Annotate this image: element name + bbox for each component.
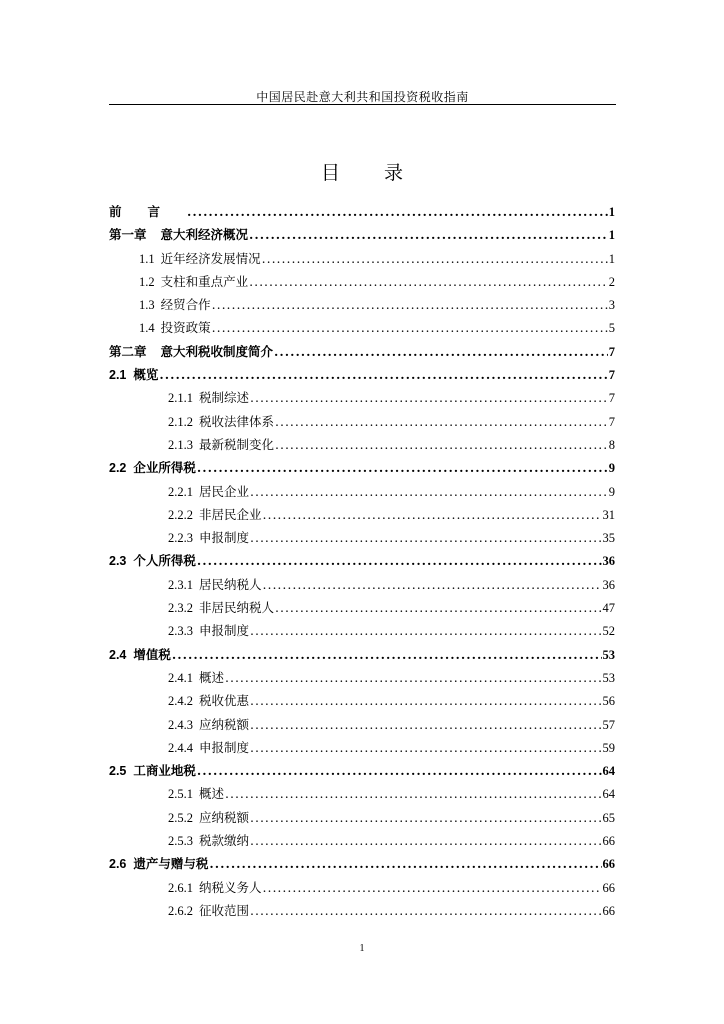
- toc-entry-number: 2.3.2: [168, 601, 193, 616]
- toc-entry-2-3-1[interactable]: [109, 573, 615, 596]
- toc-entry-number: 2.4.1: [168, 670, 193, 685]
- toc-entry-number: 2.2: [109, 461, 127, 476]
- toc-entry-2-3-3[interactable]: [109, 619, 615, 642]
- toc-entry-page: 52: [602, 624, 615, 639]
- toc-entry-2-1-2[interactable]: [109, 410, 615, 433]
- toc-entry-number: 2.3.1: [168, 577, 193, 592]
- toc-entry-page: 36: [602, 577, 615, 592]
- toc-entry-text: 工商业地税: [133, 763, 196, 779]
- running-header: 中国居民赴意大利共和国投资税收指南: [256, 90, 469, 104]
- toc-entry-2-3[interactable]: [109, 549, 615, 572]
- toc-entry-text: 申报制度: [199, 739, 250, 755]
- toc-entry-number: 2.3: [109, 554, 127, 569]
- toc-entry-text: 投资政策: [160, 320, 211, 336]
- toc-entry-1-4[interactable]: [109, 316, 615, 339]
- toc-entry-2-2-1[interactable]: [109, 480, 615, 503]
- toc-entry-1-2[interactable]: [109, 270, 615, 293]
- toc-entry-number: 2.1.2: [168, 414, 193, 429]
- toc-entry-2-6-2[interactable]: [109, 899, 615, 922]
- toc-entry-2-5-3[interactable]: [109, 829, 615, 852]
- toc-title: [0, 158, 724, 185]
- toc-entry-text: 最新税制变化: [199, 436, 275, 452]
- toc-entry-page: 1: [608, 205, 615, 219]
- dot-leader: [250, 806, 601, 829]
- dot-leader: [225, 782, 601, 805]
- dot-leader: [187, 200, 608, 223]
- toc-entry-text: 经贸合作: [160, 297, 211, 313]
- toc-entry-chapter-2[interactable]: [109, 340, 615, 363]
- dot-leader: [197, 549, 602, 572]
- toc-entry-text: 税收法律体系: [199, 413, 275, 429]
- toc-entry-page: 8: [608, 437, 615, 452]
- header-rule: [109, 104, 616, 105]
- toc-entry-page: 57: [602, 717, 615, 732]
- toc-entry-page: 66: [602, 857, 615, 872]
- toc-entry-text: 申报制度: [199, 530, 250, 546]
- toc-entry-2-5-2[interactable]: [109, 806, 615, 829]
- dot-leader: [274, 340, 608, 363]
- toc-entry-number: 2.5: [109, 764, 127, 779]
- toc-entry-2-4-2[interactable]: [109, 689, 615, 712]
- toc-entry-page: 9: [608, 461, 615, 476]
- toc-entry-2-2-3[interactable]: [109, 526, 615, 549]
- toc-entry-page: 36: [602, 554, 615, 569]
- toc-entry-text: 非居民企业: [199, 506, 262, 522]
- toc-entry-text: 居民企业: [199, 483, 250, 499]
- toc-entry-page: 65: [602, 810, 615, 825]
- toc-entry-text: 纳税义务人: [199, 879, 262, 895]
- toc-title-char-1: 目: [320, 162, 340, 184]
- toc-entry-1-3[interactable]: [109, 293, 615, 316]
- toc-entry-page: 7: [608, 344, 615, 359]
- dot-leader: [250, 736, 601, 759]
- toc-entry-number: 2.1.1: [168, 391, 193, 406]
- dot-leader: [249, 270, 608, 293]
- toc-entry-number: 1.1: [139, 251, 155, 266]
- toc-entry-number: 1.4: [139, 321, 155, 336]
- dot-leader: [197, 456, 608, 479]
- toc-entry-2-5-1[interactable]: [109, 782, 615, 805]
- dot-leader: [249, 223, 608, 246]
- toc-entry-number: 第二章: [109, 344, 147, 359]
- toc-entry-page: 7: [608, 414, 615, 429]
- toc-entry-text: 非居民纳税人: [199, 600, 275, 616]
- toc-entry-number: 2.5.2: [168, 810, 193, 825]
- toc-entry-chapter-1[interactable]: [109, 223, 615, 246]
- toc-entry-text: 近年经济发展情况: [160, 250, 261, 266]
- toc-entry-text: 税制综述: [199, 390, 250, 406]
- toc-entry-number: 2.6: [109, 857, 127, 872]
- toc-entry-1-1[interactable]: [109, 247, 615, 270]
- dot-leader: [250, 526, 601, 549]
- dot-leader: [263, 503, 602, 526]
- toc-entry-2-1-3[interactable]: [109, 433, 615, 456]
- toc-entry-text: 增值税: [133, 646, 171, 662]
- toc-entry-2-4-1[interactable]: [109, 666, 615, 689]
- toc-entry-text: 支柱和重点产业: [160, 273, 249, 289]
- toc-entry-text: 税收优惠: [199, 693, 250, 709]
- toc-entry-page: 31: [602, 507, 615, 522]
- dot-leader: [275, 596, 601, 619]
- toc-entry-page: 53: [602, 647, 615, 662]
- dot-leader: [159, 363, 607, 386]
- toc-entry-2-6[interactable]: [109, 852, 615, 875]
- toc-entry-number: 2.5.3: [168, 834, 193, 849]
- toc-entry-page: 66: [602, 834, 615, 849]
- toc-entry-text: 应纳税额: [199, 716, 250, 732]
- dot-leader: [263, 876, 602, 899]
- page-number: 1: [359, 943, 365, 954]
- toc-entry-preface[interactable]: [109, 200, 615, 223]
- dot-leader: [212, 316, 608, 339]
- toc-entry-text: 意大利经济概况: [160, 227, 249, 243]
- dot-leader: [209, 852, 601, 875]
- toc-entry-text: 意大利税收制度简介: [160, 343, 274, 359]
- dot-leader: [250, 899, 601, 922]
- toc-entry-number: 2.5.1: [168, 787, 193, 802]
- dot-leader: [275, 433, 608, 456]
- toc-entry-2-5[interactable]: [109, 759, 615, 782]
- dot-leader: [250, 619, 601, 642]
- toc-entry-text: 居民纳税人: [199, 576, 262, 592]
- toc-entry-number: 2.1: [109, 368, 127, 383]
- toc-entry-text: 概述: [199, 669, 225, 685]
- toc-entry-2-4[interactable]: [109, 643, 615, 666]
- toc-entry-2-1[interactable]: [109, 363, 615, 386]
- toc-entry-2-6-1[interactable]: [109, 876, 615, 899]
- dot-leader: [250, 480, 608, 503]
- toc-entry-page: 35: [602, 531, 615, 546]
- dot-leader: [197, 759, 602, 782]
- toc-entry-page: 64: [602, 787, 615, 802]
- toc-entry-2-4-4[interactable]: [109, 736, 615, 759]
- toc-entry-2-1-1[interactable]: [109, 386, 615, 409]
- toc-entry-number: 2.2.3: [168, 531, 193, 546]
- dot-leader: [262, 247, 608, 270]
- dot-leader: [250, 689, 601, 712]
- toc-entry-number: 2.4.2: [168, 694, 193, 709]
- dot-leader: [263, 573, 602, 596]
- dot-leader: [225, 666, 601, 689]
- toc-entry-2-4-3[interactable]: [109, 713, 615, 736]
- toc-entry-text: 企业所得税: [133, 460, 196, 476]
- toc-entry-number: 第一章: [109, 228, 147, 243]
- toc-entry-page: 66: [602, 903, 615, 918]
- toc-entry-2-3-2[interactable]: [109, 596, 615, 619]
- toc-entry-page: 66: [602, 880, 615, 895]
- toc-entry-number: 2.1.3: [168, 437, 193, 452]
- toc-entry-text: 概览: [133, 367, 159, 383]
- toc-entry-number: 2.4: [109, 647, 127, 662]
- toc-title-char-2: 录: [384, 162, 404, 184]
- toc-entry-page: 47: [602, 601, 615, 616]
- dot-leader: [275, 410, 608, 433]
- toc-entry-page: 64: [602, 764, 615, 779]
- toc-entry-page: 7: [608, 391, 615, 406]
- toc-entry-text: 前言: [109, 204, 187, 219]
- toc-entry-number: 2.6.2: [168, 903, 193, 918]
- toc-entry-number: 2.2.2: [168, 507, 193, 522]
- toc-entry-page: 2: [608, 274, 615, 289]
- toc-entry-page: 1: [608, 251, 615, 266]
- toc-entry-page: 7: [608, 368, 615, 383]
- toc-entry-page: 9: [608, 484, 615, 499]
- toc-entry-page: 59: [602, 740, 615, 755]
- toc-entry-2-2-2[interactable]: [109, 503, 615, 526]
- toc-entry-number: 1.2: [139, 274, 155, 289]
- dot-leader: [250, 829, 601, 852]
- toc-entry-number: 2.2.1: [168, 484, 193, 499]
- toc-entry-text: 征收范围: [199, 902, 250, 918]
- dot-leader: [172, 643, 602, 666]
- toc-entry-page: 1: [608, 228, 615, 243]
- toc-entry-number: 2.4.3: [168, 717, 193, 732]
- toc-entry-text: 税款缴纳: [199, 833, 250, 849]
- toc-entry-number: 1.3: [139, 298, 155, 313]
- dot-leader: [212, 293, 608, 316]
- toc-entry-text: 概述: [199, 786, 225, 802]
- toc-entry-text: 个人所得税: [133, 553, 196, 569]
- toc-entry-text: 申报制度: [199, 623, 250, 639]
- toc-entry-number: 2.6.1: [168, 880, 193, 895]
- toc-entry-page: 56: [602, 694, 615, 709]
- toc-entry-number: 2.4.4: [168, 740, 193, 755]
- toc-entry-text: 应纳税额: [199, 809, 250, 825]
- table-of-contents: [109, 200, 615, 922]
- toc-entry-2-2[interactable]: [109, 456, 615, 479]
- toc-entry-page: 3: [608, 298, 615, 313]
- toc-entry-page: 5: [608, 321, 615, 336]
- toc-entry-page: 53: [602, 670, 615, 685]
- toc-entry-text: 遗产与赠与税: [133, 856, 209, 872]
- dot-leader: [250, 386, 608, 409]
- toc-entry-number: 2.3.3: [168, 624, 193, 639]
- dot-leader: [250, 713, 601, 736]
